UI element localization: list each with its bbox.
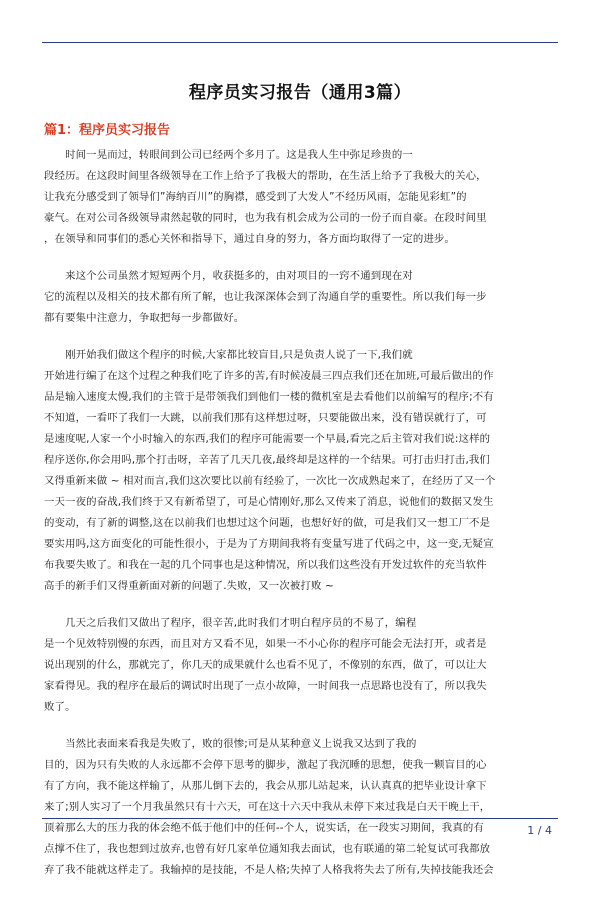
paragraph: [44, 734, 556, 881]
paragraph-line: 败了。: [44, 701, 76, 713]
paragraph-line: 布我要失败了。和我在一起的几个同事也是这种情况，所以我们这些没有开发过软件的充当软件: [44, 559, 487, 571]
paragraph-line: 点撑不住了，我也想到过放弃,也曾有好几家单位通知我去面试，也有联通的第二轮复试可我都放: [44, 843, 491, 855]
paragraph-line: 品是输入速度太慢,我们的主管于是带领我们到他们一楼的微机室是去看他们以前编写的程序;不有: [44, 391, 494, 403]
paragraph: [44, 345, 556, 597]
paragraph-line: 说出现别的什么，那就完了，你几天的成果就什么也看不见了，不像别的东西，做了，可以让大: [44, 659, 487, 671]
paragraph-line: 是一个见效特别慢的东西，而且对方又看不见，如果一不小心你的程序可能会无法打开，或者是: [44, 638, 487, 650]
paragraph-line: 又得重新来做 ~ 相对而言,我们这次要比以前有经验了，一次比一次成熟起来了，在经历了又一个: [44, 475, 496, 487]
paragraph-line: 弃了我不能就这样走了。我输掉的是技能，不是人格;失掉了人格我将失去了所有,失掉技能我还会: [44, 864, 494, 876]
paragraph-line: 高手的新手们又得重新面对新的问题了.失败，又一次被打败 ~: [44, 580, 334, 592]
paragraph-line: 当然比表面来看我是失败了，败的很惨;可是从某种意义上说我又达到了我的: [44, 738, 417, 750]
paragraph-line: 来了;别人实习了一个月我虽然只有十六天，可在这十六天中我从未停下来过我是白天干晚上干，: [44, 801, 491, 813]
paragraph-line: 顶着那么大的压力我的体会绝不低于他们中的任何--个人，说实话，在一段实习期间，我真的有: [44, 822, 484, 834]
paragraph-line: 时间一晃而过，转眼间到公司已经两个多月了。这是我人生中弥足珍贵的一: [44, 149, 413, 161]
document-title: 程序员实习报告（通用3篇）: [188, 83, 412, 103]
paragraph-line: 段经历。在这段时间里各级领导在工作上给予了我极大的帮助，在生活上给予了我极大的关心，: [44, 170, 487, 182]
footer-rule: [42, 818, 558, 819]
paragraph-line: 豪气。在对公司各级领导肃然起敬的同时，也为我有机会成为公司的一份子而自豪。在段时间里: [44, 212, 487, 224]
paragraph-line: 家看得见。我的程序在最后的调试时出现了一点小故障，一时间我一点思路也没有了，所以我失: [44, 680, 487, 692]
document-body: [44, 145, 556, 897]
paragraph-line: 来这个公司虽然才短短两个月，收获挺多的，由对项目的一窍不通到现在对: [44, 270, 413, 282]
paragraph: [44, 266, 556, 329]
paragraph-line: 它的流程以及相关的技术都有所了解，也让我深深体会到了沟通自学的重要性。所以我们每一步: [44, 291, 487, 303]
paragraph-line: 开始进行编了在这个过程之种我们吃了许多的苦,有时候凌晨三四点我们还在加班,可最后做出的作: [44, 370, 494, 382]
page-number: 1 / 4: [527, 824, 552, 837]
paragraph-line: 目的，因为只有失败的人永远都不会停下思考的脚步，激起了我沉睡的思想，使我一颗盲目的心: [44, 759, 487, 771]
section-heading: 篇1：程序员实习报告: [44, 123, 171, 138]
paragraph-line: 让我充分感受到了领导们”海纳百川”的胸襟，感受到了大发人”不经历风雨，怎能见彩虹”的: [44, 191, 467, 203]
paragraph-line: 不知道，一看吓了我们一大跳，以前我们那有这样想过呀，只要能做出来，没有错误就行了，可: [44, 412, 487, 424]
paragraph-line: 刚开始我们做这个程序的时候,大家都比较盲目,只是负责人说了一下,我们就: [44, 349, 413, 361]
paragraph: [44, 145, 556, 250]
paragraph-line: ，在领导和同事们的悉心关怀和指导下，通过自身的努力，各方面均取得了一定的进步。: [44, 233, 456, 245]
paragraph: [44, 613, 556, 718]
header-rule: [42, 42, 558, 43]
paragraph-line: 几天之后我们又做出了程序，很辛苦,此时我们才明白程序员的不易了，编程: [44, 617, 417, 629]
paragraph-line: 程序送你,你会用吗,那个打击呀，辛苦了几天几夜,最终却是这样的一个结果。可打击归打击,我们: [44, 454, 490, 466]
paragraph-line: 有了方向，我不能这样输了，从那儿倒下去的，我会从那儿站起来，认认真真的把毕业设计拿下: [44, 780, 487, 792]
paragraph-line: 是速度呢,人家一个小时输入的东西,我们的程序可能需要一个早晨,看完之后主管对我们说:这样的: [44, 433, 491, 445]
paragraph-line: 都有要集中注意力，争取把每一步都做好。: [44, 312, 245, 324]
paragraph-line: 一天一夜的奋战,我们终于又有新希望了，可是心情刚好,那么又传来了消息，说他们的数据又发生: [44, 496, 494, 508]
paragraph-line: 要实用吗,这方面变化的可能性很小，于是为了方期间我将有变量写进了代码之中，这一变,无疑宣: [44, 538, 494, 550]
paragraph-line: 的变动，有了新的调整,这在以前我们也想过这个问题，也想好好的做，可是我们又一想工厂不是: [44, 517, 491, 529]
